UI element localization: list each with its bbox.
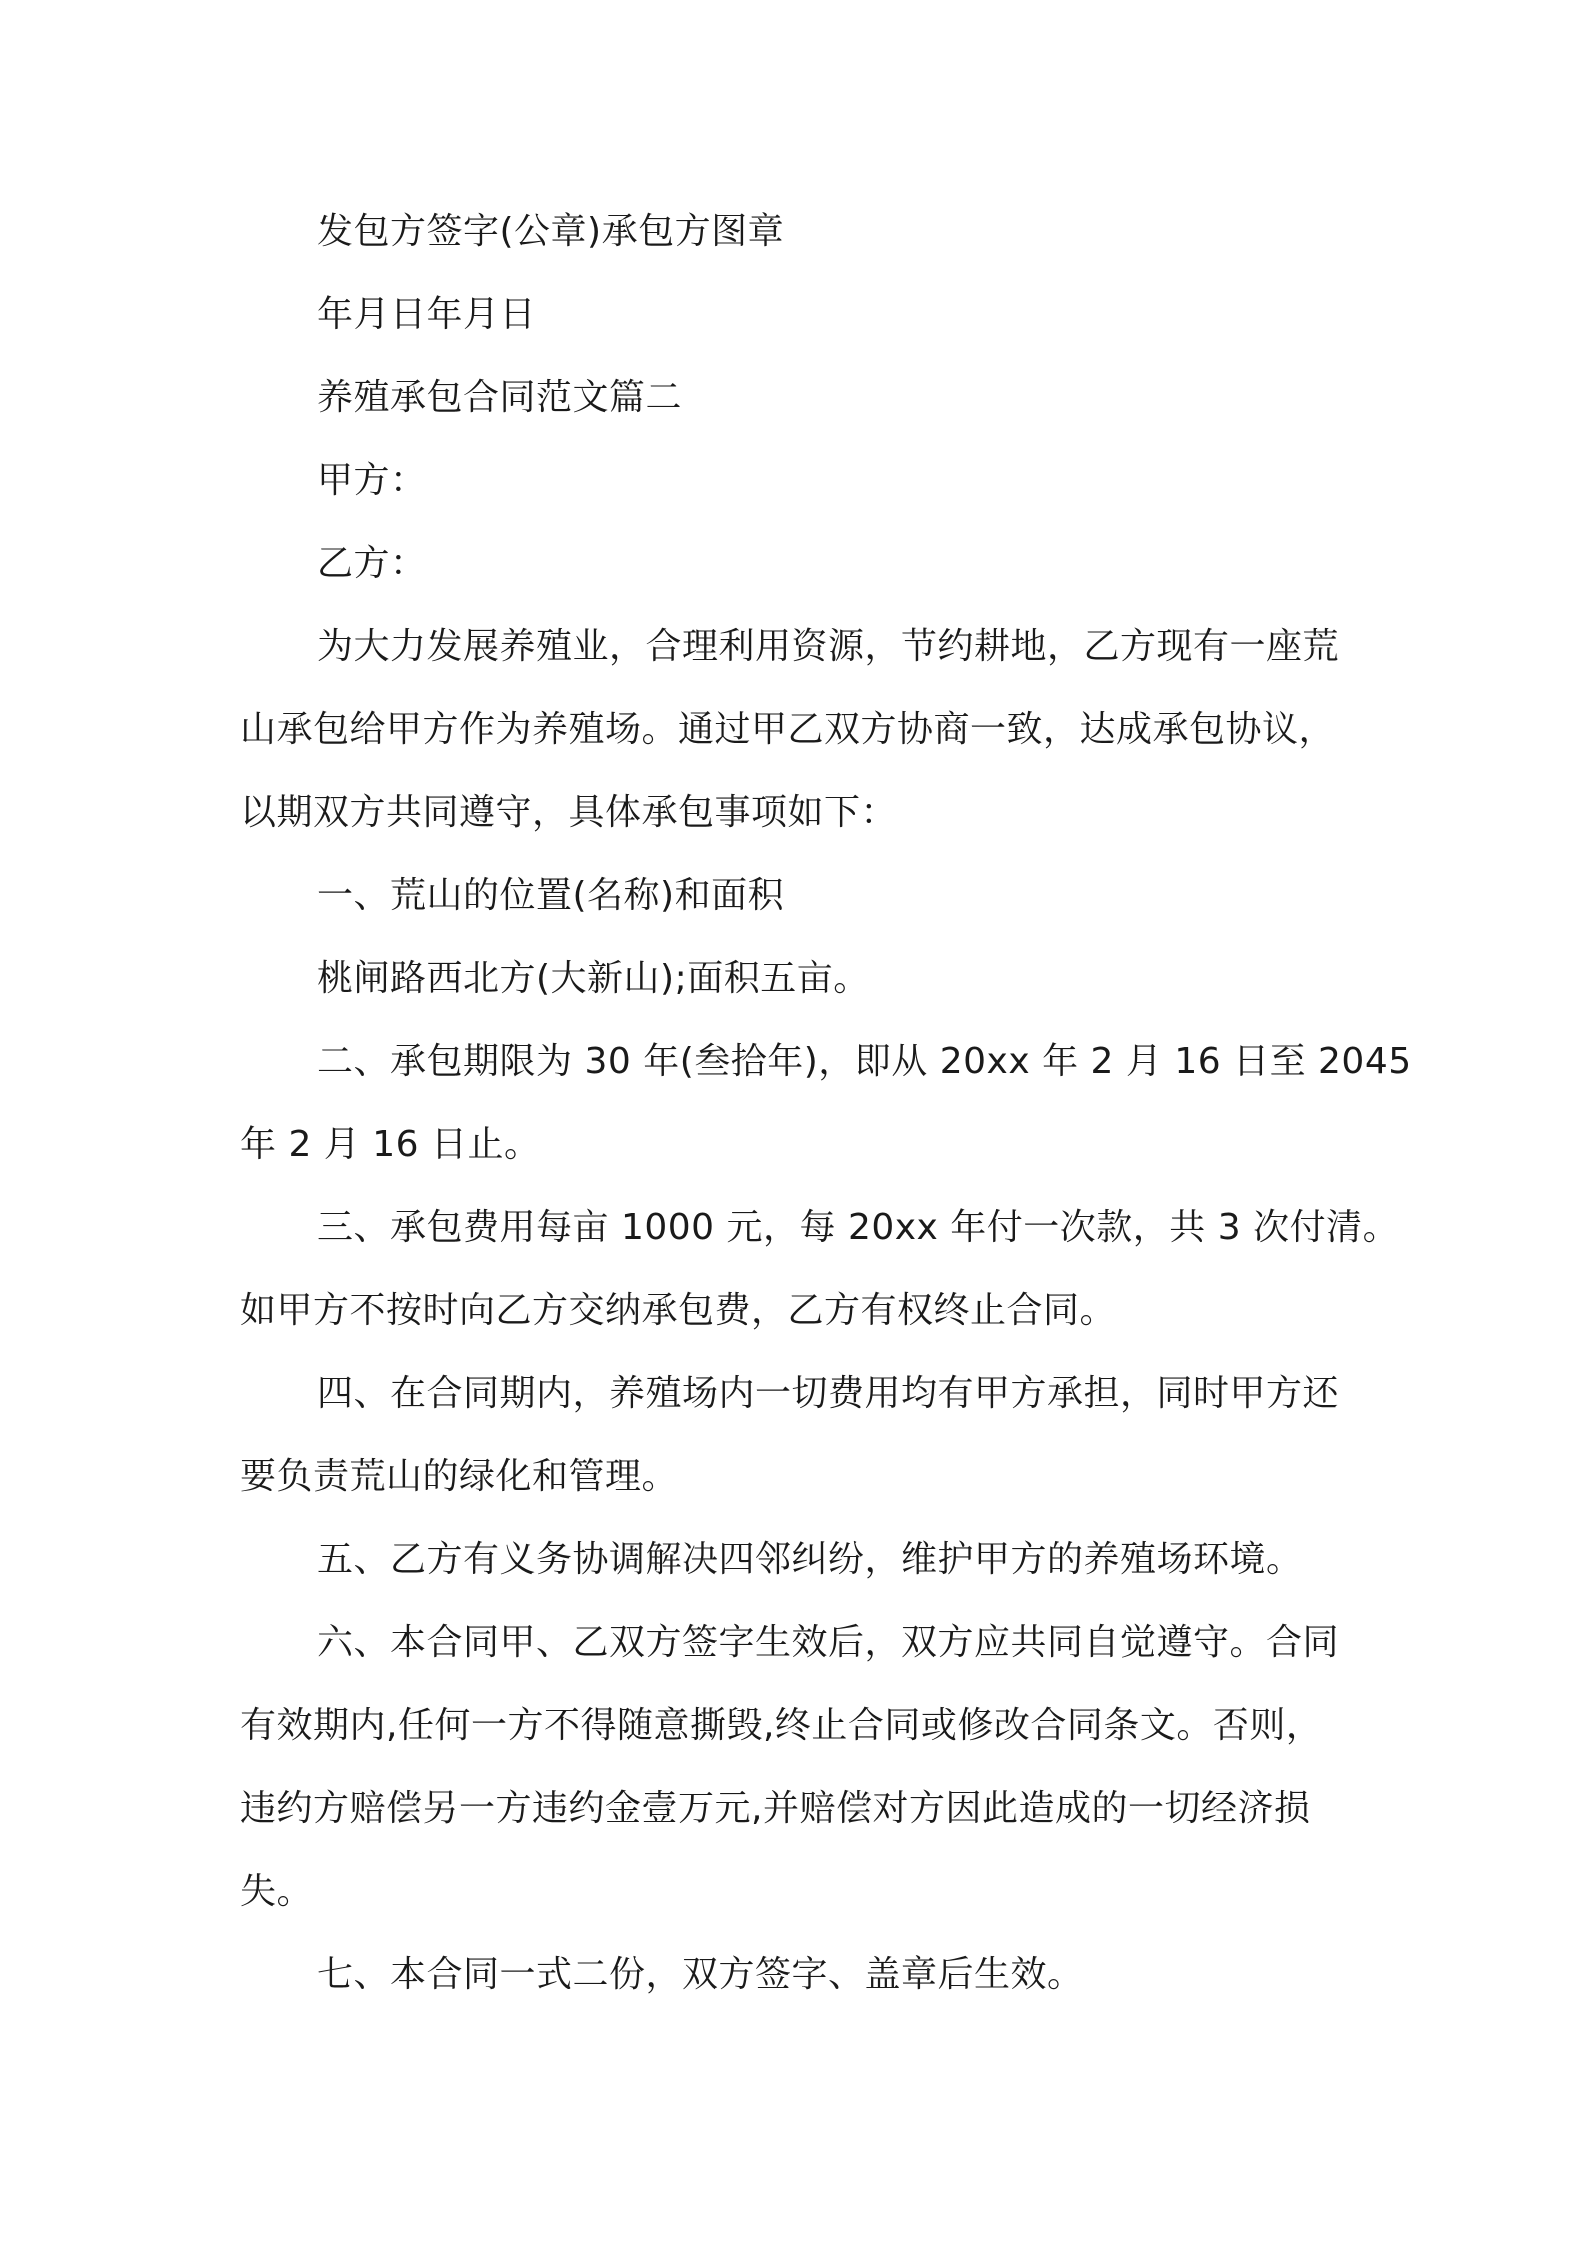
clause-6-line-2: 有效期内,任何一方不得随意撕毁,终止合同或修改合同条文。否则， [240,1705,1323,1746]
clause-6-line-4: 失。 [240,1871,314,1912]
clause-2-line-1: 二、承包期限为 30 年(叁拾年)，即从 20xx 年 2 月 16 日至 2045 [317,1041,1412,1082]
clause-4-line-2: 要负责荒山的绿化和管理。 [240,1456,679,1497]
clause-1-body: 桃闸路西北方(大新山);面积五亩。 [317,958,870,999]
party-b-label: 乙方： [317,543,427,584]
clause-7: 七、本合同一式二份，双方签字、盖章后生效。 [317,1954,1084,1995]
preamble-line-2: 山承包给甲方作为养殖场。通过甲乙双方协商一致，达成承包协议， [240,709,1336,750]
clause-1-heading: 一、荒山的位置(名称)和面积 [317,875,785,916]
signature-line: 发包方签字(公章)承包方图章 [317,211,785,252]
party-a-label: 甲方： [317,460,427,501]
clause-3-line-1: 三、承包费用每亩 1000 元，每 20xx 年付一次款，共 3 次付清。 [317,1207,1400,1248]
preamble-line-1: 为大力发展养殖业，合理利用资源，节约耕地，乙方现有一座荒 [317,626,1340,667]
clause-4-line-1: 四、在合同期内，养殖场内一切费用均有甲方承担，同时甲方还 [317,1373,1340,1414]
contract-text [240,190,1412,2016]
clause-2-line-2: 年 2 月 16 日止。 [240,1124,541,1165]
date-line: 年月日年月日 [317,294,537,335]
section-title: 养殖承包合同范文篇二 [317,377,683,418]
clause-6-line-1: 六、本合同甲、乙双方签字生效后，双方应共同自觉遵守。合同 [317,1622,1340,1663]
clause-5: 五、乙方有义务协调解决四邻纠纷，维护甲方的养殖场环境。 [317,1539,1303,1580]
preamble-line-3: 以期双方共同遵守，具体承包事项如下： [240,792,898,833]
clause-6-line-3: 违约方赔偿另一方违约金壹万元,并赔偿对方因此造成的一切经济损 [240,1788,1311,1829]
clause-3-line-2: 如甲方不按时向乙方交纳承包费，乙方有权终止合同。 [240,1290,1117,1331]
